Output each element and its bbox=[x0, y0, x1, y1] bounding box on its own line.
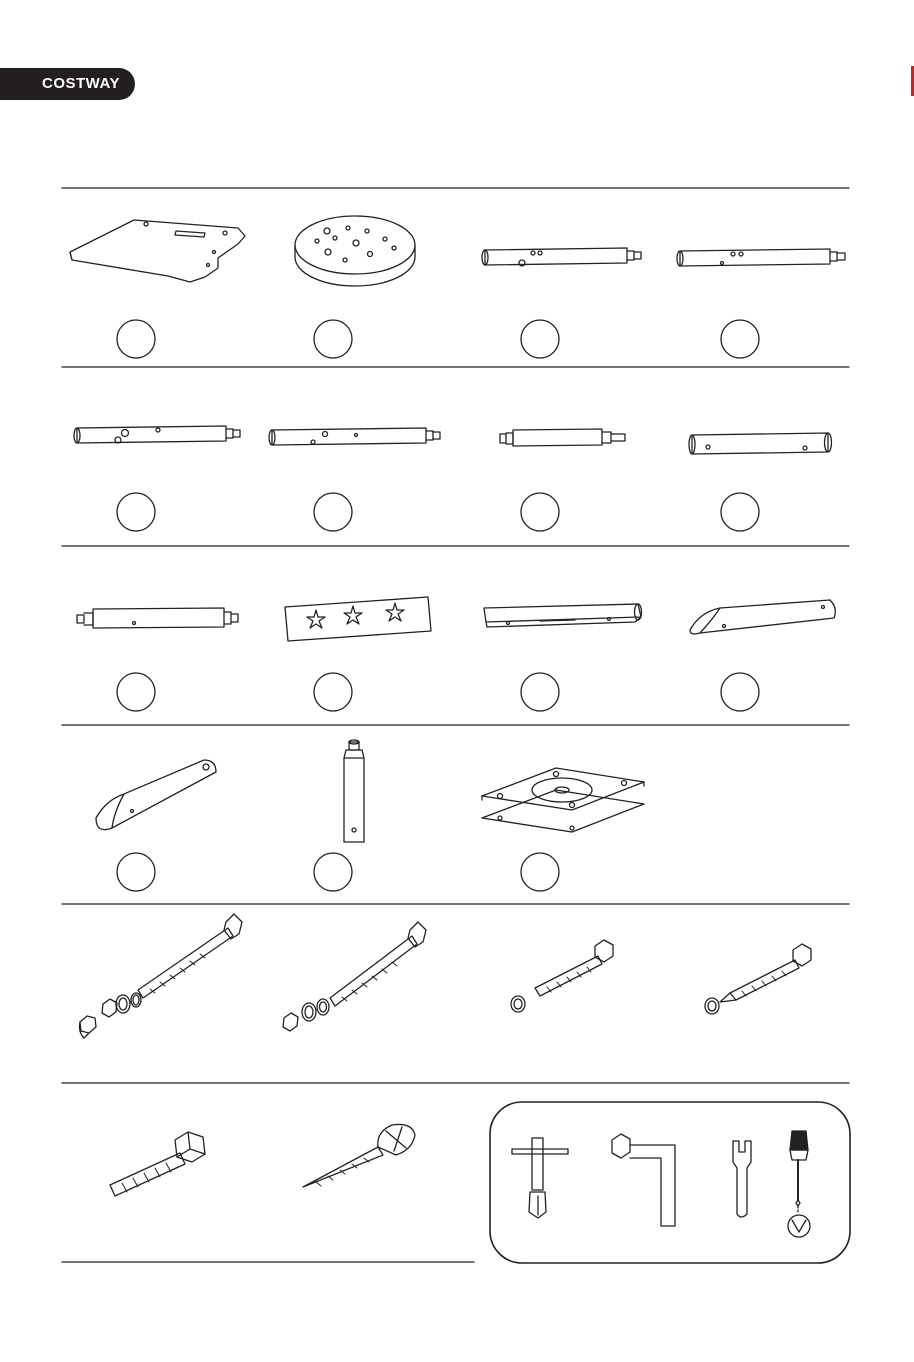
part-cross-head-screw bbox=[303, 1124, 415, 1187]
part-number-circles bbox=[117, 320, 759, 891]
part-number-circle-round-base-plate bbox=[314, 320, 352, 358]
part-number-circle-tube-single-hole bbox=[314, 493, 352, 531]
part-bolt-with-washer bbox=[511, 940, 613, 1012]
part-long-bolt-set-cap-nut bbox=[80, 914, 243, 1038]
part-hex-bolt bbox=[110, 1132, 205, 1196]
part-number-circle-plain-tube bbox=[721, 493, 759, 531]
part-round-base-plate bbox=[295, 216, 415, 286]
open-end-wrench-icon bbox=[733, 1141, 751, 1217]
part-square-plates bbox=[482, 768, 644, 832]
part-tube-pin-ends bbox=[77, 608, 238, 628]
part-number-circle-short-tube bbox=[521, 493, 559, 531]
part-short-tube bbox=[500, 429, 625, 446]
part-tube-large-holes bbox=[74, 426, 240, 443]
hex-key-icon bbox=[612, 1134, 675, 1226]
part-seat-board bbox=[70, 220, 245, 282]
part-tube-two-holes bbox=[482, 248, 641, 266]
part-curved-bar bbox=[690, 600, 835, 634]
part-number-circle-star-panel bbox=[314, 673, 352, 711]
part-number-circle-tube-large-holes bbox=[117, 493, 155, 531]
part-tube-two-holes-long bbox=[677, 249, 845, 266]
part-number-circle-seat-board bbox=[117, 320, 155, 358]
part-number-circle-vertical-post bbox=[314, 853, 352, 891]
part-long-bolt-set-nut bbox=[283, 922, 426, 1031]
part-number-circle-curved-bar-angled bbox=[117, 853, 155, 891]
row-dividers bbox=[62, 188, 849, 1262]
part-number-circle-tube-pin-ends bbox=[117, 673, 155, 711]
part-number-circle-slotted-bar bbox=[521, 673, 559, 711]
part-screw-with-washer bbox=[705, 944, 811, 1014]
screwdriver-icon bbox=[788, 1131, 810, 1237]
part-number-circle-tube-two-holes bbox=[521, 320, 559, 358]
part-star-panel bbox=[285, 597, 431, 641]
brand-logo: COSTWAY bbox=[42, 75, 120, 92]
tools-box bbox=[490, 1102, 850, 1263]
t-wrench-icon bbox=[512, 1138, 568, 1218]
part-curved-bar-angled bbox=[96, 760, 216, 830]
part-number-circle-square-plates bbox=[521, 853, 559, 891]
part-plain-tube bbox=[689, 433, 832, 454]
part-tube-single-hole bbox=[269, 428, 440, 445]
part-number-circle-tube-two-holes-long bbox=[721, 320, 759, 358]
part-slotted-bar bbox=[484, 604, 642, 627]
part-number-circle-curved-bar bbox=[721, 673, 759, 711]
part-vertical-post bbox=[344, 740, 364, 842]
